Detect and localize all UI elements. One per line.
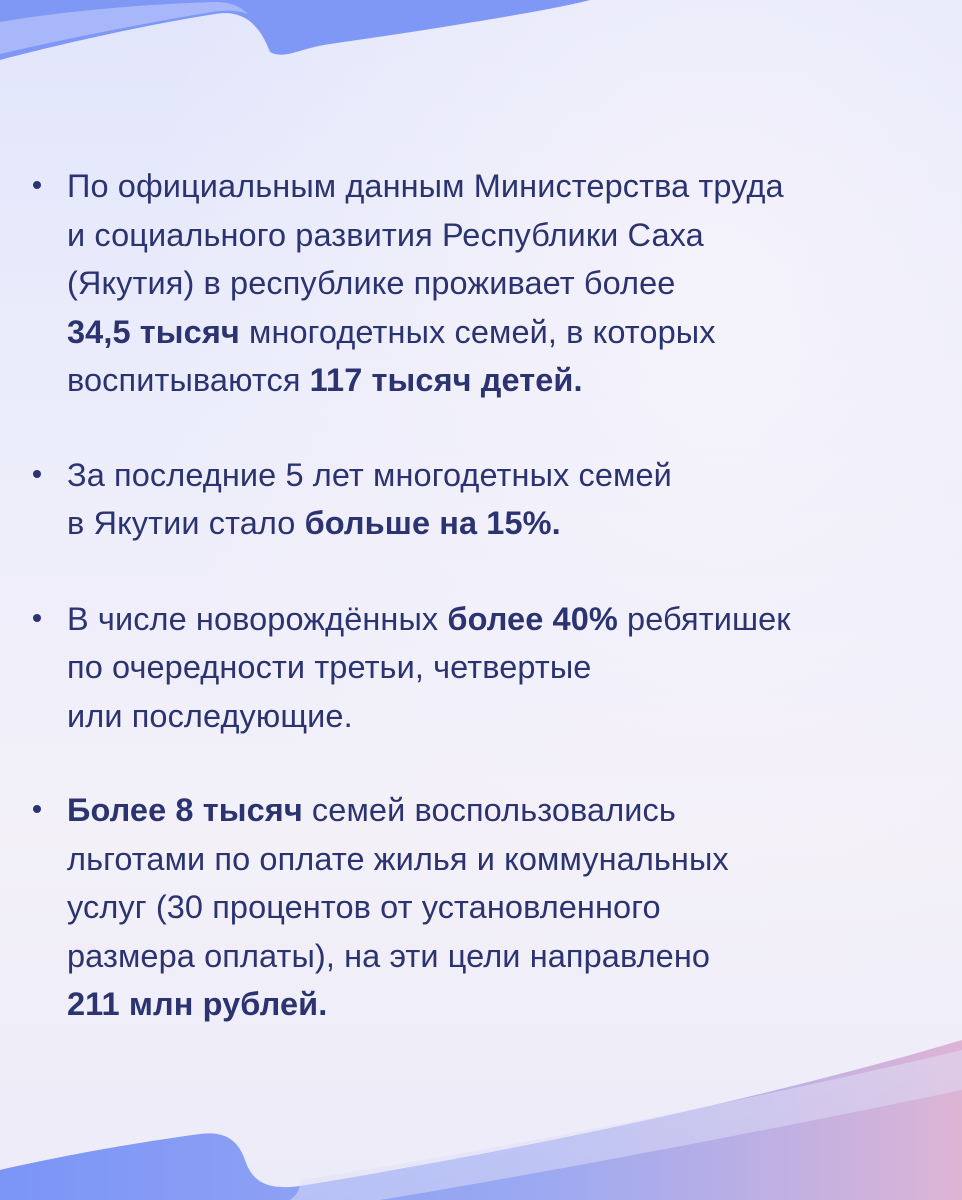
- text-line: в Якутии стало больше на 15%.: [67, 505, 561, 541]
- bullet-dot: [33, 805, 41, 813]
- facts-list: [30, 162, 950, 1029]
- list-item: [30, 451, 950, 548]
- text-line: В числе новорождённых более 40% ребятишек: [67, 600, 791, 637]
- text-line: и социального развития Республики Саха: [67, 216, 704, 253]
- list-item: [30, 162, 950, 405]
- text-line: За последние 5 лет многодетных семей: [67, 456, 672, 493]
- list-item: [30, 595, 950, 741]
- text-line: 34,5 тысяч многодетных семей, в которых: [67, 313, 716, 350]
- bullet-dot: [33, 614, 41, 622]
- text-line: по очередности третьи, четвертые: [67, 649, 592, 685]
- bullet-dot: [33, 470, 41, 478]
- list-item: [30, 786, 950, 1029]
- text-line: (Якутия) в республике проживает более: [67, 265, 676, 301]
- text-line: воспитываются 117 тысяч детей.: [67, 362, 583, 398]
- text-line: 211 млн рублей.: [67, 986, 328, 1022]
- text-line: Более 8 тысяч семей воспользовались: [67, 792, 676, 828]
- text-line: льготами по оплате жилья и коммунальных: [67, 840, 729, 877]
- text-line: или последующие.: [67, 697, 353, 734]
- text-line: размера оплаты), на эти цели направлено: [67, 937, 711, 974]
- text-line: услуг (30 процентов от установленного: [67, 889, 661, 925]
- text-line: По официальным данным Министерства труда: [67, 168, 784, 204]
- bullet-dot: [33, 181, 41, 189]
